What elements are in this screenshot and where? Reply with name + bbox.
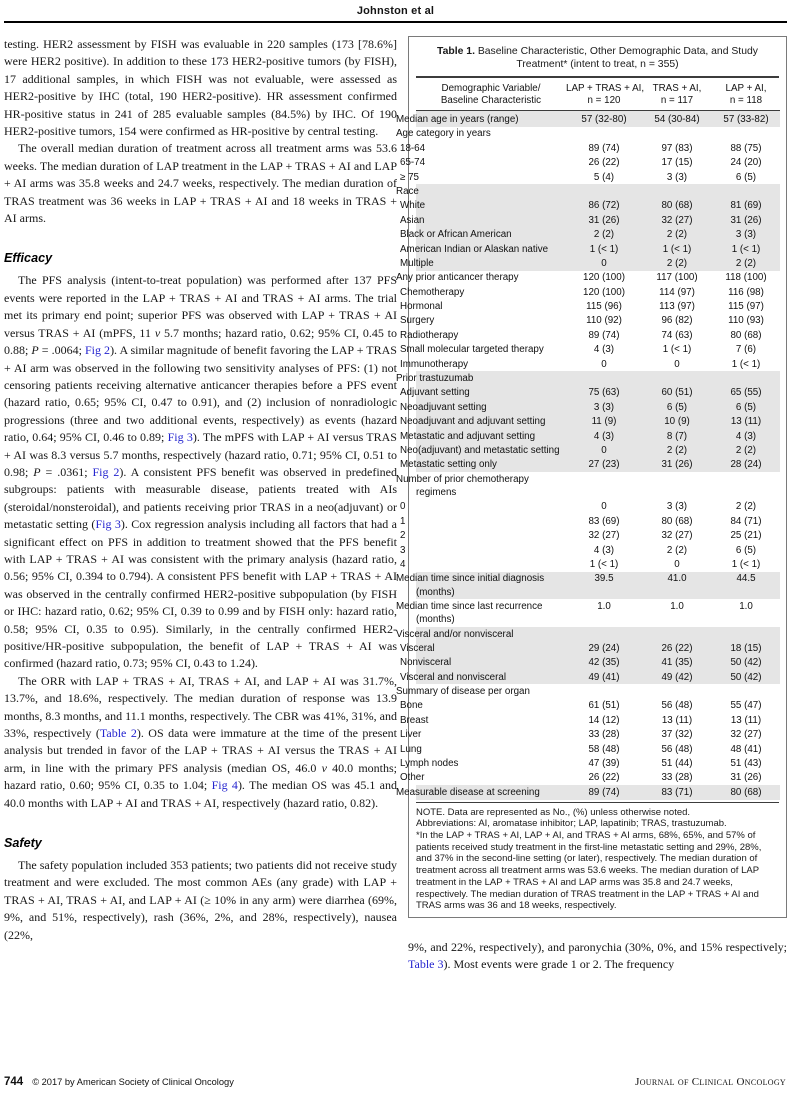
cell-value: 115 (97) bbox=[728, 301, 764, 313]
cell-value: 26 (22) bbox=[661, 642, 693, 654]
cell-value: 49 (41) bbox=[588, 671, 620, 683]
table-row bbox=[416, 285, 780, 299]
cell-value: 2 (2) bbox=[735, 257, 757, 269]
table-row bbox=[416, 514, 780, 528]
cell-value: 11 (9) bbox=[591, 416, 617, 428]
table-row bbox=[416, 713, 780, 727]
cell-value: 26 (22) bbox=[588, 157, 620, 169]
table-row bbox=[416, 400, 780, 414]
table-1 bbox=[396, 36, 787, 918]
row-label: Bone bbox=[400, 700, 423, 712]
cell-value bbox=[642, 627, 712, 641]
cell-value: 57 (32-80) bbox=[581, 114, 627, 125]
table-row bbox=[416, 656, 780, 670]
table-row bbox=[416, 670, 780, 684]
row-label: Other bbox=[400, 772, 425, 784]
row-label: 2 bbox=[400, 530, 406, 542]
table-row bbox=[416, 557, 780, 571]
cell-value: 51 (44) bbox=[661, 758, 693, 770]
cell-value bbox=[712, 684, 780, 698]
row-label: Neo(adjuvant) and metastatic setting bbox=[400, 444, 560, 456]
cell-value: 80 (68) bbox=[730, 786, 762, 798]
cell-value: 4 (3) bbox=[735, 430, 757, 442]
table-row bbox=[416, 684, 780, 698]
ref-link[interactable]: Fig 2 bbox=[85, 343, 111, 358]
cell-value: 26 (22) bbox=[588, 772, 620, 784]
paragraph: testing. HER2 assessment by FISH was evaluable in 220 samples (173 [78.6%] were HER2 positive). In addition to these 173 HER2-positive tumors (by FISH), 17 additional samples, in which FISH was not evaluable, were assessed as HER2-positive by IHC (total, 190 HER2-positive). HR assessment confirmed HR-positive status in 241 of 285 evaluable samples (84.5%) by IHC. Of 190 HER2-positive tumors, 154 were confirmed as HR-positive by central testing. bbox=[4, 37, 397, 139]
cell-value: 3 (3) bbox=[735, 229, 757, 241]
table-note: NOTE. Data are represented as No., (%) unless otherwise noted. bbox=[416, 806, 691, 818]
cell-value: 0 bbox=[601, 358, 607, 370]
cell-value: 8 (7) bbox=[666, 430, 688, 442]
cell-value: 41 (35) bbox=[661, 657, 693, 669]
table-row bbox=[416, 543, 780, 557]
cell-value bbox=[566, 684, 642, 698]
cell-value: 31 (26) bbox=[661, 459, 693, 471]
cell-value bbox=[566, 472, 642, 500]
row-label: 65-74 bbox=[400, 157, 426, 169]
cell-value: 58 (48) bbox=[588, 743, 620, 755]
header-line: Baseline Characteristic bbox=[440, 94, 542, 106]
cell-value: 2 (2) bbox=[666, 229, 688, 241]
table-row bbox=[416, 599, 780, 627]
row-label: Multiple bbox=[400, 257, 434, 269]
table-row bbox=[416, 357, 780, 371]
cell-value bbox=[712, 127, 780, 141]
cell-value bbox=[642, 472, 712, 500]
cell-value: 42 (35) bbox=[588, 657, 620, 669]
table-1-header bbox=[416, 78, 780, 111]
italic-text: v bbox=[321, 760, 327, 775]
header-line: n = 120 bbox=[587, 94, 621, 106]
row-label: Immunotherapy bbox=[400, 358, 469, 370]
table-row bbox=[416, 627, 780, 641]
cell-value: 6 (5) bbox=[735, 544, 757, 556]
table-row bbox=[416, 242, 780, 256]
cell-value bbox=[712, 627, 780, 641]
journal-name: Journal of Clinical Oncology bbox=[635, 1076, 786, 1088]
cell-value: 28 (24) bbox=[730, 459, 762, 471]
header-line: LAP + TRAS + AI, bbox=[566, 83, 645, 94]
column-header bbox=[642, 78, 712, 111]
row-label: American Indian or Alaskan native bbox=[400, 243, 549, 255]
paragraph: The PFS analysis (intent-to-treat population) was performed after 137 PFS events were reported in the LAP + TRAS + AI and TRAS + AI arms. The trial met its primary end point; superior PFS was observed with LAP + TRAS + AI versus TRAS + AI (mPFS, 11 v 5.7 months; hazard ratio, 0.62; 95% CI, 0.45 to 0.88; P = .0064; Fig 2). A similar magnitude of benefit favoring the LAP + TRAS + AI arm was observed in the following two sensitivity analyses of PFS: (1) not censoring patients receiving alternative anticancer therapies before a PFS event (hazard ratio, 0.65; 95% CI, 0.47 to 0.91), and (2) inclusion of nonradiologic progressions (three and two additional events, respectively) as events (hazard ratio, 0.64; 95% CI, 0.46 to 0.89; Fig 3). The mPFS with LAP + AI versus TRAS + AI was 8.3 versus 5.7 months, respectively (hazard ratio, 0.71; 95% CI, 0.51 to 0.98; P = .0361; Fig 2). A consistent PFS benefit was observed in predefined subgroups: patients with measurable disease, patients treated with AIs (steroidal/nonsteroidal), and patients receiving prior TRAS in a neo(adjuvant) or metastatic setting (Fig 3). Cox regression analysis including all factors that had a significant effect on PFS in addition to treatment showed that the PFS benefit with LAP + TRAS + AI was consistent with the primary analysis (hazard ratio, 0.56; 95% CI, 0.394 to 0.794). A consistent PFS benefit with LAP + TRAS + AI was observed in the centrally confirmed HER2-positive subpopulation (by FISH or IHC: hazard ratio, 0.62; 95% CI, 0.39 to 0.99 and by FISH only: hazard ratio, 0.58; 95% CI, 0.35 to 0.95). Similarly, in the centrally confirmed HER2-positive/HR-positive subpopulation, the benefit of LAP + TRAS + AI was confirmed (hazard ratio, 0.73; 95% CI, 0.43 to 1.24). bbox=[4, 273, 397, 671]
cell-value bbox=[566, 627, 642, 641]
cell-value bbox=[712, 472, 780, 500]
table-row bbox=[416, 443, 780, 457]
cell-value: 18 (15) bbox=[730, 642, 762, 654]
table-row bbox=[416, 314, 780, 328]
cell-value: 55 (47) bbox=[730, 700, 762, 712]
table-row bbox=[416, 213, 780, 227]
row-label: Liver bbox=[400, 729, 422, 741]
cell-value: 32 (27) bbox=[588, 530, 620, 542]
cell-value: 89 (74) bbox=[588, 329, 620, 341]
cell-value: 0 bbox=[674, 558, 680, 570]
cell-value: 84 (71) bbox=[730, 515, 762, 527]
table-row bbox=[416, 371, 780, 385]
cell-value: 2 (2) bbox=[593, 229, 615, 241]
italic-text: P bbox=[33, 464, 41, 479]
row-label: 4 bbox=[400, 558, 406, 570]
row-label: Measurable disease at screening bbox=[396, 786, 540, 798]
cell-value: 5 (4) bbox=[593, 171, 615, 183]
cell-value: 6 (5) bbox=[735, 171, 757, 183]
table-row bbox=[416, 572, 780, 600]
cell-value: 83 (71) bbox=[661, 786, 693, 798]
row-label: ≥ 75 bbox=[400, 171, 419, 183]
cell-value: 117 (100) bbox=[656, 272, 698, 284]
row-label: Lung bbox=[400, 743, 422, 755]
right-column bbox=[396, 36, 787, 974]
cell-value: 57 (33-82) bbox=[723, 114, 769, 125]
table-row bbox=[416, 472, 780, 500]
cell-value: 1 (< 1) bbox=[731, 243, 761, 255]
cell-value: 3 (3) bbox=[593, 401, 615, 413]
row-label: 1 bbox=[400, 515, 406, 527]
table-title-text: Baseline Characteristic, Other Demographic Data, and Study Treatment* (intent to treat, n = 355) bbox=[474, 46, 758, 70]
page-footer bbox=[4, 1076, 786, 1088]
cell-value: 120 (100) bbox=[583, 272, 625, 284]
table-row bbox=[416, 728, 780, 742]
cell-value bbox=[712, 371, 780, 385]
cell-value: 13 (11) bbox=[661, 714, 693, 726]
cell-value: 29 (24) bbox=[588, 642, 620, 654]
cell-value: 80 (68) bbox=[730, 329, 762, 341]
cell-value: 49 (42) bbox=[661, 671, 693, 683]
cell-value: 2 (2) bbox=[666, 544, 688, 556]
cell-value: 4 (3) bbox=[593, 430, 615, 442]
italic-text: v bbox=[154, 325, 161, 340]
cell-value: 1 (< 1) bbox=[662, 243, 692, 255]
cell-value: 61 (51) bbox=[588, 700, 620, 712]
cell-value: 50 (42) bbox=[730, 657, 762, 669]
cell-value: 2 (2) bbox=[666, 444, 688, 456]
paragraph: The ORR with LAP + TRAS + AI, TRAS + AI, and LAP + AI was 31.7%, 13.7%, and 18.6%, respectively. The median duration of response was 13.9 months, 8.3 months, and 11.1 months, respectively. The CBR was 41%, 31%, and 33%, respectively (Table 2). OS data were immature at the time of the present analysis but trended in favor of the LAP + TRAS + AI versus the TRAS + AI arm, in line with the primary PFS analysis (median OS, 46.0 v 40.0 months; hazard ratio, 0.60; 95% CI, 0.35 to 1.04; Fig 4). The median OS was 45.1 and 40.0 months with LAP + AI and TRAS + AI, respectively (hazard ratio, 0.82). bbox=[4, 673, 398, 810]
cell-value: 89 (74) bbox=[588, 786, 620, 798]
cell-value: 80 (68) bbox=[661, 200, 693, 212]
left-column bbox=[4, 36, 397, 974]
column-header-first bbox=[416, 78, 566, 111]
table-row bbox=[416, 156, 780, 170]
cell-value: 86 (72) bbox=[588, 200, 620, 212]
row-label: Prior trastuzumab bbox=[396, 373, 474, 385]
table-row bbox=[416, 328, 780, 342]
cell-value: 56 (48) bbox=[661, 743, 693, 755]
cell-value: 118 (100) bbox=[725, 272, 767, 284]
table-row bbox=[416, 699, 780, 713]
table-row bbox=[416, 429, 780, 443]
cell-value: 60 (51) bbox=[661, 387, 693, 399]
cell-value: 80 (68) bbox=[661, 515, 693, 527]
cell-value: 2 (2) bbox=[666, 257, 688, 269]
cell-value: 88 (75) bbox=[730, 142, 762, 154]
cell-value: 24 (20) bbox=[730, 157, 762, 169]
cell-value: 1.0 bbox=[739, 600, 753, 612]
cell-value: 17 (15) bbox=[661, 157, 693, 169]
table-row bbox=[416, 529, 780, 543]
cell-value: 110 (92) bbox=[586, 315, 622, 327]
cell-value: 2 (2) bbox=[735, 501, 757, 513]
row-label: 3 bbox=[400, 544, 406, 556]
table-row bbox=[416, 785, 780, 799]
cell-value: 31 (26) bbox=[730, 214, 762, 226]
row-label: Lymph nodes bbox=[400, 758, 459, 770]
cell-value: 0 bbox=[601, 444, 607, 456]
table-note: Abbreviations: AI, aromatase inhibitor; LAP, lapatinib; TRAS, trastuzumab. bbox=[416, 818, 727, 830]
cell-value: 47 (39) bbox=[588, 758, 620, 770]
table-row bbox=[416, 343, 780, 357]
footer-left bbox=[4, 1076, 234, 1088]
row-label: Surgery bbox=[400, 315, 435, 327]
table-1-grid bbox=[396, 78, 780, 800]
cell-value: 32 (27) bbox=[661, 530, 693, 542]
cell-value: 50 (42) bbox=[730, 671, 762, 683]
cell-value: 33 (28) bbox=[661, 772, 693, 784]
table-row bbox=[416, 742, 780, 756]
table-row bbox=[416, 228, 780, 242]
cell-value bbox=[642, 684, 712, 698]
cell-value: 6 (5) bbox=[735, 401, 757, 413]
cell-value: 27 (23) bbox=[588, 459, 620, 471]
cell-value: 44.5 bbox=[736, 573, 756, 585]
cell-value: 33 (28) bbox=[588, 729, 620, 741]
table-row bbox=[416, 415, 780, 429]
row-label: Metastatic setting only bbox=[400, 459, 497, 471]
cell-value: 83 (69) bbox=[588, 515, 620, 527]
cell-value: 1 (< 1) bbox=[589, 558, 619, 570]
table-row bbox=[416, 271, 780, 285]
cell-value: 13 (11) bbox=[730, 714, 762, 726]
table-row bbox=[416, 771, 780, 785]
table-row bbox=[416, 458, 780, 472]
cell-value: 96 (82) bbox=[661, 315, 693, 327]
ref-link[interactable]: Table 2 bbox=[99, 726, 137, 741]
header-line: n = 118 bbox=[729, 94, 763, 106]
header-line: n = 117 bbox=[660, 94, 694, 106]
cell-value: 3 (3) bbox=[666, 171, 688, 183]
cell-value bbox=[642, 371, 712, 385]
row-label: Visceral bbox=[400, 642, 435, 654]
cell-value: 120 (100) bbox=[583, 286, 625, 298]
row-label: White bbox=[400, 200, 426, 212]
cell-value: 1.0 bbox=[597, 600, 611, 612]
cell-value: 4 (3) bbox=[593, 344, 615, 356]
row-label: Neoadjuvant and adjuvant setting bbox=[400, 416, 546, 428]
section-heading: Efficacy bbox=[4, 251, 53, 266]
row-label: Any prior anticancer therapy bbox=[396, 272, 519, 284]
page-number: 744 bbox=[4, 1076, 24, 1088]
cell-value: 2 (2) bbox=[735, 444, 757, 456]
header-rule bbox=[4, 21, 787, 23]
cell-value bbox=[712, 184, 780, 198]
header-line: TRAS + AI, bbox=[652, 83, 702, 94]
cell-value: 32 (27) bbox=[661, 214, 693, 226]
cell-value: 81 (69) bbox=[730, 200, 762, 212]
cell-value: 41.0 bbox=[667, 573, 687, 585]
row-label: Radiotherapy bbox=[400, 329, 459, 341]
ref-link[interactable]: Fig 3 bbox=[95, 517, 121, 532]
row-label: 0 bbox=[400, 501, 406, 513]
two-column-layout bbox=[4, 36, 787, 974]
cell-value: 1 (< 1) bbox=[731, 558, 761, 570]
row-label: Small molecular targeted therapy bbox=[400, 344, 544, 356]
table-row bbox=[416, 500, 780, 514]
cell-value: 31 (26) bbox=[588, 214, 620, 226]
cell-value: 1 (< 1) bbox=[662, 344, 692, 356]
table-row bbox=[416, 756, 780, 770]
cell-value: 39.5 bbox=[594, 573, 614, 585]
cell-value: 97 (83) bbox=[661, 142, 693, 154]
table-row bbox=[416, 386, 780, 400]
row-label: Median time since initial diagnosis (months) bbox=[396, 573, 545, 598]
table-row bbox=[416, 111, 780, 127]
table-row bbox=[416, 141, 780, 155]
cell-value: 54 (30-84) bbox=[654, 114, 700, 125]
table1-notes bbox=[416, 802, 779, 912]
section-heading: Safety bbox=[4, 836, 42, 851]
cell-value: 110 (93) bbox=[728, 315, 764, 327]
cell-value: 31 (26) bbox=[730, 772, 762, 784]
table-row bbox=[416, 127, 780, 141]
paragraph: The overall median duration of treatment across all treatment arms was 53.6 weeks. The median duration of LAP treatment in the LAP + TRAS + AI and LAP + AI arms was 35.8 weeks and 24.7 weeks, respectively. The median duration of TRAS treatment was 36 weeks in LAP + TRAS + AI and 18 weeks in TRAS + AI arms. bbox=[4, 141, 397, 226]
paragraph: The safety population included 353 patients; two patients did not receive study treatment and were excluded. The most common AEs (any grade) with LAP + TRAS + AI, TRAS + AI, and LAP + AI (≥ 10% in any arm) were diarrhea (69%, 9%, and 51%, respectively), rash (36%, 2%, and 28%, respectively), nausea (22%, bbox=[4, 858, 397, 942]
cell-value: 113 (97) bbox=[659, 301, 695, 313]
row-label: Neoadjuvant setting bbox=[400, 401, 487, 413]
row-label: Black or African American bbox=[400, 229, 512, 241]
row-label: Hormonal bbox=[400, 301, 443, 313]
cell-value bbox=[566, 127, 642, 141]
row-label: Median time since last recurrence (months) bbox=[396, 600, 543, 626]
row-label: Age category in years bbox=[396, 128, 491, 140]
cell-value: 65 (55) bbox=[730, 387, 762, 399]
cell-value: 13 (11) bbox=[730, 416, 762, 428]
cell-value: 37 (32) bbox=[661, 729, 693, 741]
cell-value: 1 (< 1) bbox=[731, 358, 761, 370]
cell-value bbox=[642, 127, 712, 141]
cell-value: 114 (97) bbox=[659, 286, 695, 298]
table-row bbox=[416, 256, 780, 270]
row-label: Visceral and/or nonvisceral bbox=[396, 628, 514, 640]
column-header bbox=[566, 78, 645, 111]
cell-value bbox=[566, 184, 642, 198]
cell-value bbox=[566, 371, 642, 385]
cell-value: 1.0 bbox=[670, 600, 684, 612]
cell-value: 10 (9) bbox=[664, 416, 690, 428]
cell-value: 25 (21) bbox=[730, 530, 762, 542]
cell-value: 51 (43) bbox=[730, 758, 762, 770]
table1-body bbox=[396, 111, 780, 800]
cell-value: 48 (41) bbox=[730, 743, 762, 755]
cell-value: 14 (12) bbox=[588, 714, 620, 726]
cell-value: 0 bbox=[674, 358, 680, 370]
row-label: Race bbox=[396, 185, 419, 197]
table-title-label: Table 1. bbox=[437, 46, 475, 57]
cell-value: 0 bbox=[601, 501, 607, 513]
italic-text: P bbox=[31, 343, 39, 358]
cell-value: 1 (< 1) bbox=[589, 243, 619, 255]
table-row bbox=[416, 641, 780, 655]
running-head: Johnston et al bbox=[356, 5, 435, 17]
row-label: Nonvisceral bbox=[400, 657, 452, 669]
table-row bbox=[416, 170, 780, 184]
cell-value: 74 (63) bbox=[661, 329, 693, 341]
row-label: Asian bbox=[400, 214, 425, 226]
ref-link[interactable]: Fig 3 bbox=[167, 430, 193, 445]
right-bottom-paragraph: 9%, and 22%, respectively), and paronychia (30%, 0%, and 15% respectively; Table 3). Most events were grade 1 or 2. The frequency bbox=[408, 939, 787, 972]
row-label: Metastatic and adjuvant setting bbox=[400, 430, 536, 442]
row-label: Median age in years (range) bbox=[396, 114, 519, 125]
ref-link[interactable]: Table 3 bbox=[408, 957, 444, 972]
row-label: Adjuvant setting bbox=[400, 387, 470, 399]
cell-value: 56 (48) bbox=[661, 700, 693, 712]
row-label: Breast bbox=[400, 714, 429, 726]
column-header bbox=[712, 78, 780, 111]
column-header-row bbox=[416, 78, 780, 111]
row-label: Summary of disease per organ bbox=[396, 686, 530, 698]
cell-value: 32 (27) bbox=[730, 729, 762, 741]
copyright-text: © 2017 by American Society of Clinical Oncology bbox=[32, 1077, 234, 1087]
cell-value bbox=[642, 184, 712, 198]
table-row bbox=[416, 199, 780, 213]
header-line: LAP + AI, bbox=[725, 83, 767, 94]
header-line: Demographic Variable/ bbox=[441, 83, 541, 94]
ref-link[interactable]: Fig 2 bbox=[92, 464, 120, 479]
cell-value: 3 (3) bbox=[666, 501, 688, 513]
table-row bbox=[416, 299, 780, 313]
cell-value: 7 (6) bbox=[735, 344, 757, 356]
table-note: *In the LAP + TRAS + AI, LAP + AI, and TRAS + AI arms, 68%, 65%, and 57% of patients received study treatment in the first-line metastatic setting and 29%, 28%, and 37% in the second-line setting (or later), respectively. The median duration of treatment across all treatment arms was 53.6 weeks. The median duration of LAP treatment in the LAP + TRAS + AI and LAP arms was 35.8 and 24.7 weeks, respectively. The median duration of TRAS treatment in the LAP + TRAS + AI and TRAS arms was 36 and 18 weeks, respectively. bbox=[416, 830, 762, 912]
row-label: Number of prior chemotherapy regimens bbox=[396, 473, 529, 498]
table-row bbox=[416, 184, 780, 198]
row-label: Visceral and nonvisceral bbox=[400, 671, 507, 683]
cell-value: 116 (98) bbox=[728, 286, 764, 298]
table-title bbox=[416, 43, 779, 78]
cell-value: 4 (3) bbox=[593, 544, 615, 556]
cell-value: 0 bbox=[601, 257, 607, 269]
cell-value: 75 (63) bbox=[588, 387, 620, 399]
ref-link[interactable]: Fig 4 bbox=[211, 778, 238, 793]
cell-value: 6 (5) bbox=[666, 401, 688, 413]
row-label: Chemotherapy bbox=[400, 286, 465, 298]
row-label: 18-64 bbox=[400, 142, 426, 154]
cell-value: 115 (96) bbox=[586, 301, 622, 313]
cell-value: 89 (74) bbox=[588, 142, 620, 154]
